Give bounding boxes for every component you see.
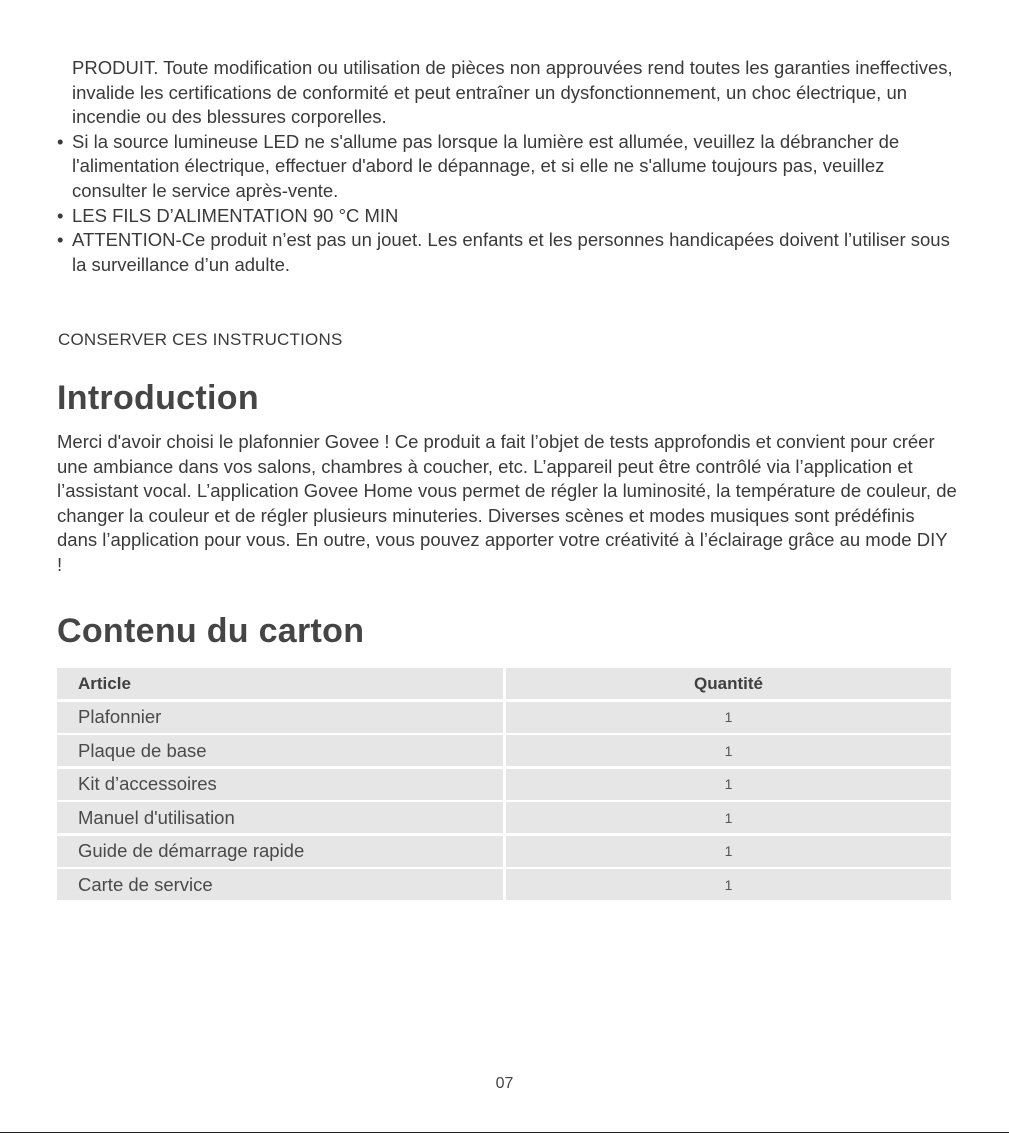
- item-name: Carte de service: [57, 869, 503, 900]
- item-quantity: [506, 735, 951, 766]
- item-name: Kit d’accessoires: [57, 769, 503, 800]
- item-name: Manuel d'utilisation: [57, 802, 503, 833]
- table-row: [57, 735, 951, 766]
- carton-contents-heading: Contenu du carton: [57, 612, 365, 650]
- item-quantity: [506, 869, 951, 900]
- quantity-value: 1: [724, 809, 733, 826]
- quantity-value: 1: [724, 876, 733, 893]
- bullet-item: [57, 228, 957, 277]
- item-name: Plaque de base: [57, 735, 503, 766]
- continuation-paragraph: PRODUIT. Toute modification ou utilisation de pièces non approuvées rend toutes les garanties ineffectives, invalide les certifications de conformité et peut entraîner un dysfonctionnement, un choc électrique, un incendie ou des blessures corporelles.: [72, 57, 953, 128]
- safety-notes: [57, 56, 957, 277]
- bullet-item: [57, 130, 957, 204]
- item-name: Guide de démarrage rapide: [57, 836, 503, 867]
- item-quantity: [506, 702, 951, 733]
- quantity-value: 1: [724, 776, 733, 792]
- bullet-text: ATTENTION-Ce produit n’est pas un jouet. Les enfants et les personnes handicapées doivent l’utiliser sous la surveillance d’un adulte.: [72, 229, 950, 275]
- item-quantity: [506, 802, 951, 833]
- introduction-paragraph: Merci d'avoir choisi le plafonnier Govee ! Ce produit a fait l’objet de tests approfondis et convient pour créer une ambiance dans vos salons, chambres à coucher, etc. L’appareil peut être contrôlé via l’application et l’assistant vocal. L’application Govee Home vous permet de régler la luminosité, la température de couleur, de changer la couleur et de régler plusieurs minuteries. Diverses scènes et modes musiques sont prédéfinis dans l’application pour vous. En outre, vous pouvez apporter votre créativité à l’éclairage grâce au mode DIY !: [57, 431, 957, 575]
- page-number: 07: [495, 1075, 514, 1092]
- table-row: [57, 802, 951, 833]
- bullet-dot: •: [57, 204, 64, 226]
- carton-contents-table: [57, 668, 951, 903]
- table-row: [57, 702, 951, 733]
- item-quantity: [506, 836, 951, 867]
- introduction-heading: Introduction: [57, 379, 259, 417]
- bullet-text: LES FILS D’ALIMENTATION 90 °C MIN: [72, 204, 399, 226]
- table-header-row: [57, 668, 951, 699]
- header-quantity: Quantité: [506, 668, 951, 699]
- table-row: [57, 769, 951, 800]
- item-quantity: [506, 769, 951, 800]
- item-name: Plafonnier: [57, 702, 503, 733]
- bullet-dot: •: [57, 229, 64, 251]
- bullet-item: [57, 204, 957, 229]
- keep-instructions-label: CONSERVER CES INSTRUCTIONS: [58, 330, 343, 349]
- quantity-value: 1: [724, 742, 733, 759]
- bottom-divider: [0, 1132, 1009, 1133]
- bullet-dot: •: [57, 130, 64, 152]
- table-row: [57, 869, 951, 900]
- bullet-text: Si la source lumineuse LED ne s'allume pas lorsque la lumière est allumée, veuillez la débrancher de l'alimentation électrique, effectuer d'abord le dépannage, et si elle ne s'allume toujours pas, veuillez consulter le service après-vente.: [72, 130, 900, 201]
- header-item: Article: [57, 668, 503, 699]
- quantity-value: 1: [724, 843, 733, 859]
- quantity-value: 1: [724, 709, 733, 725]
- table-row: [57, 836, 951, 867]
